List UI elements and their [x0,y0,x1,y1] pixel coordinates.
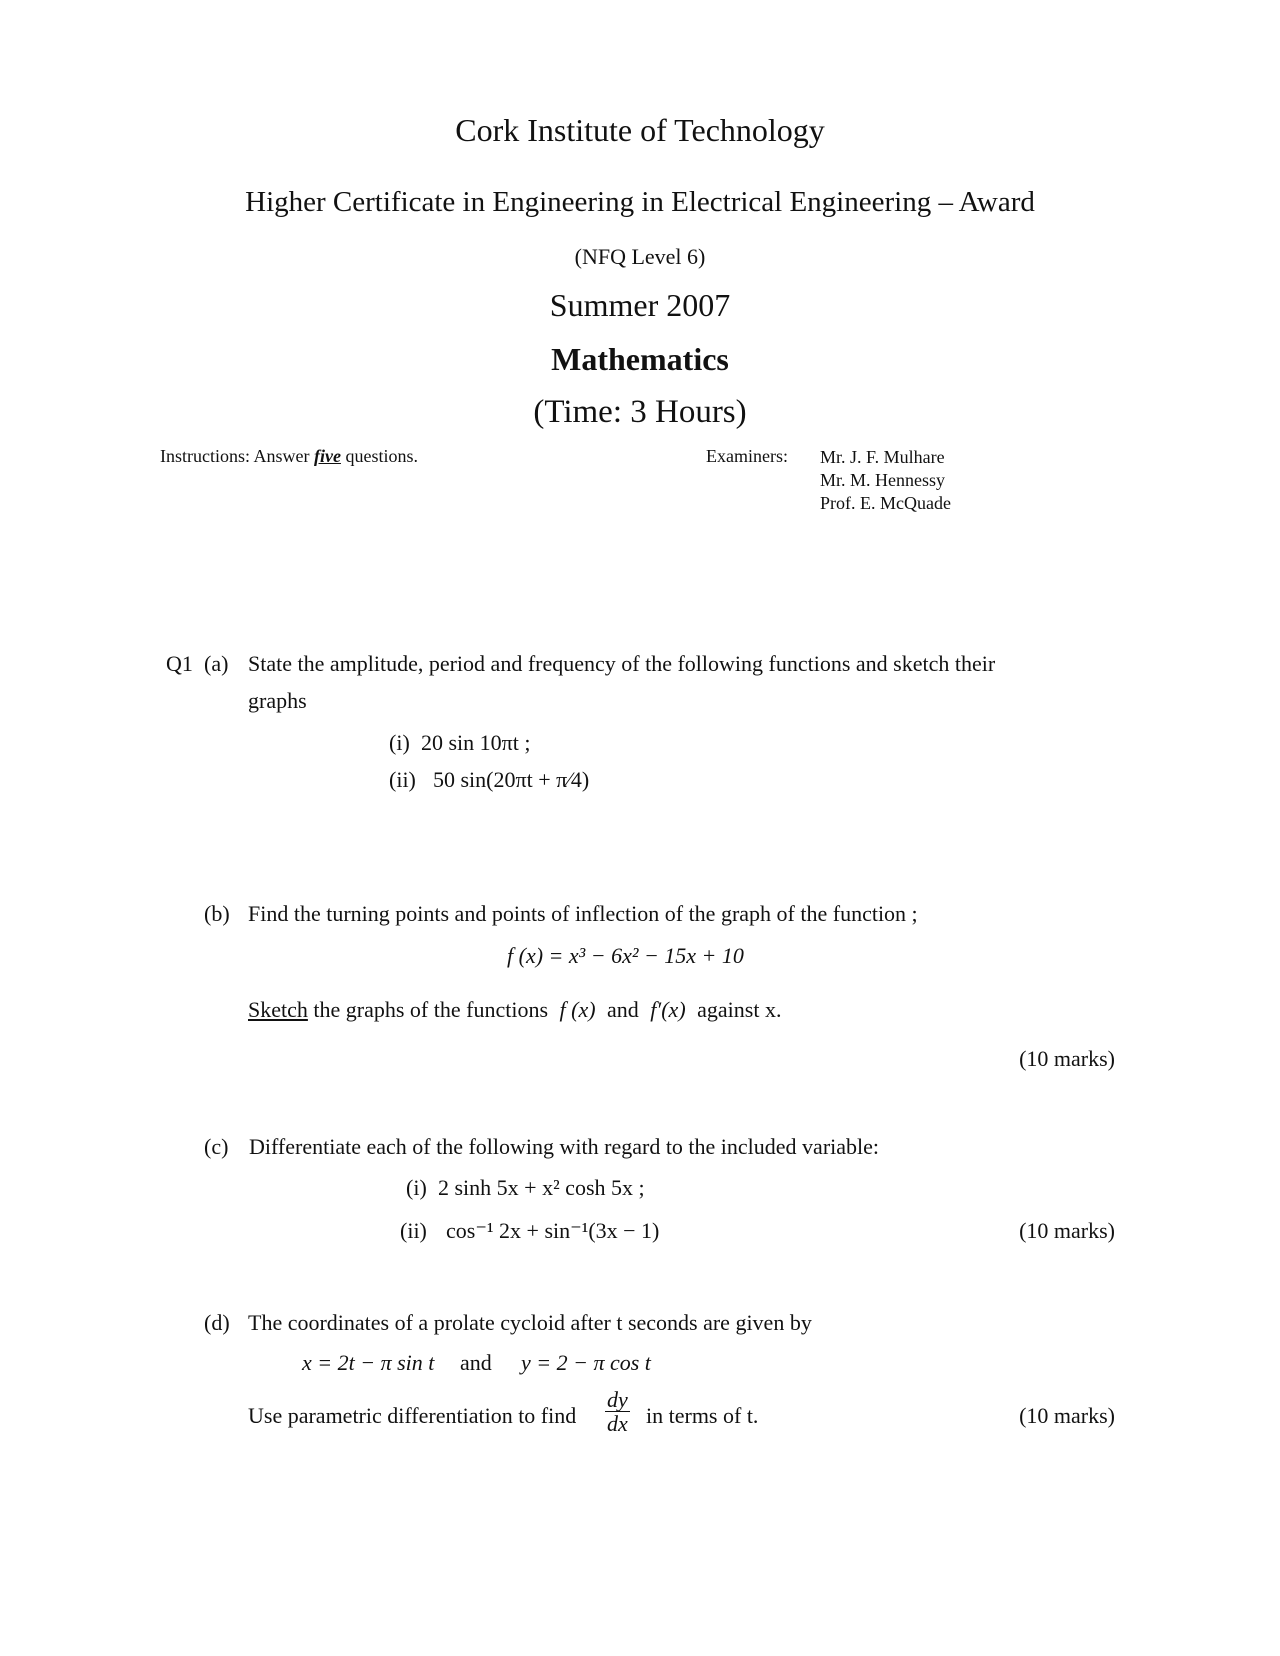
part-d-text: The coordinates of a prolate cycloid after t seconds are given by [248,1310,812,1335]
part-a-label: (a) [204,651,229,676]
y-equation: y = 2 − π cos t [521,1350,651,1375]
part-d-label: (d) [204,1310,230,1335]
part-a-i-label: (i) [389,730,410,755]
fraction-denominator: dx [607,1411,628,1437]
part-a-i-expression: 20 sin 10πt ; [421,730,531,755]
part-c-ii-label: (ii) [400,1218,427,1243]
part-b-sketch-line [248,997,781,1023]
function-f: f (x) [559,997,596,1022]
part-b-marks: (10 marks) [1019,1046,1115,1071]
part-b-text: Find the turning points and points of inflection of the graph of the function ; [248,901,918,926]
examiner-name: Mr. M. Hennessy [820,470,945,490]
examiners-list [820,446,951,515]
subject-title: Mathematics [551,341,729,377]
institution-title: Cork Institute of Technology [455,112,825,148]
part-d-tail: in terms of t. [646,1403,759,1428]
part-c-i-label: (i) [406,1175,427,1200]
instructions-prefix: Instructions: Answer [160,446,310,466]
examiners-label: Examiners: [706,446,788,466]
programme-title: Higher Certificate in Engineering in Electrical Engineering – Award [245,186,1035,218]
part-d-use-text: Use parametric differentiation to find [248,1403,577,1428]
examiner-name: Prof. E. McQuade [820,493,951,513]
part-c-label: (c) [204,1134,229,1159]
sketch-word: Sketch [248,997,308,1022]
instructions-suffix: questions. [345,446,418,466]
part-a-ii-expression: 50 sin(20πt + π⁄4) [433,767,590,792]
part-d-marks: (10 marks) [1019,1403,1115,1428]
function-f-prime: f′(x) [650,997,686,1022]
part-c-ii-expression: cos⁻¹ 2x + sin⁻¹(3x − 1) [446,1218,660,1243]
dy-dx-fraction [605,1388,630,1435]
part-c-marks: (10 marks) [1019,1218,1115,1243]
part-a-text-line2: graphs [248,688,307,713]
instructions-emphasis: five [313,446,341,466]
part-c-i-expression: 2 sinh 5x + x² cosh 5x ; [438,1175,645,1200]
part-a-text-line1: State the amplitude, period and frequency of the following functions and sketch their [248,651,996,676]
and-word: and [460,1350,492,1375]
question-number: Q1 [166,651,193,676]
against-x: against x. [697,997,782,1022]
sketch-rest: the graphs of the functions [313,997,548,1022]
exam-session: Summer 2007 [549,287,731,323]
examiner-name: Mr. J. F. Mulhare [820,447,945,467]
exam-duration: (Time: 3 Hours) [533,394,747,430]
part-a-ii-label: (ii) [389,767,416,792]
fraction-numerator: dy [607,1387,628,1412]
part-b-formula: f (x) = x³ − 6x² − 15x + 10 [507,943,744,968]
instructions [160,446,418,467]
nfq-level: (NFQ Level 6) [574,244,706,269]
and-word: and [607,997,639,1022]
part-c-text: Differentiate each of the following with regard to the included variable: [249,1134,880,1159]
x-equation: x = 2t − π sin t [302,1350,435,1375]
part-b-label: (b) [204,901,230,926]
